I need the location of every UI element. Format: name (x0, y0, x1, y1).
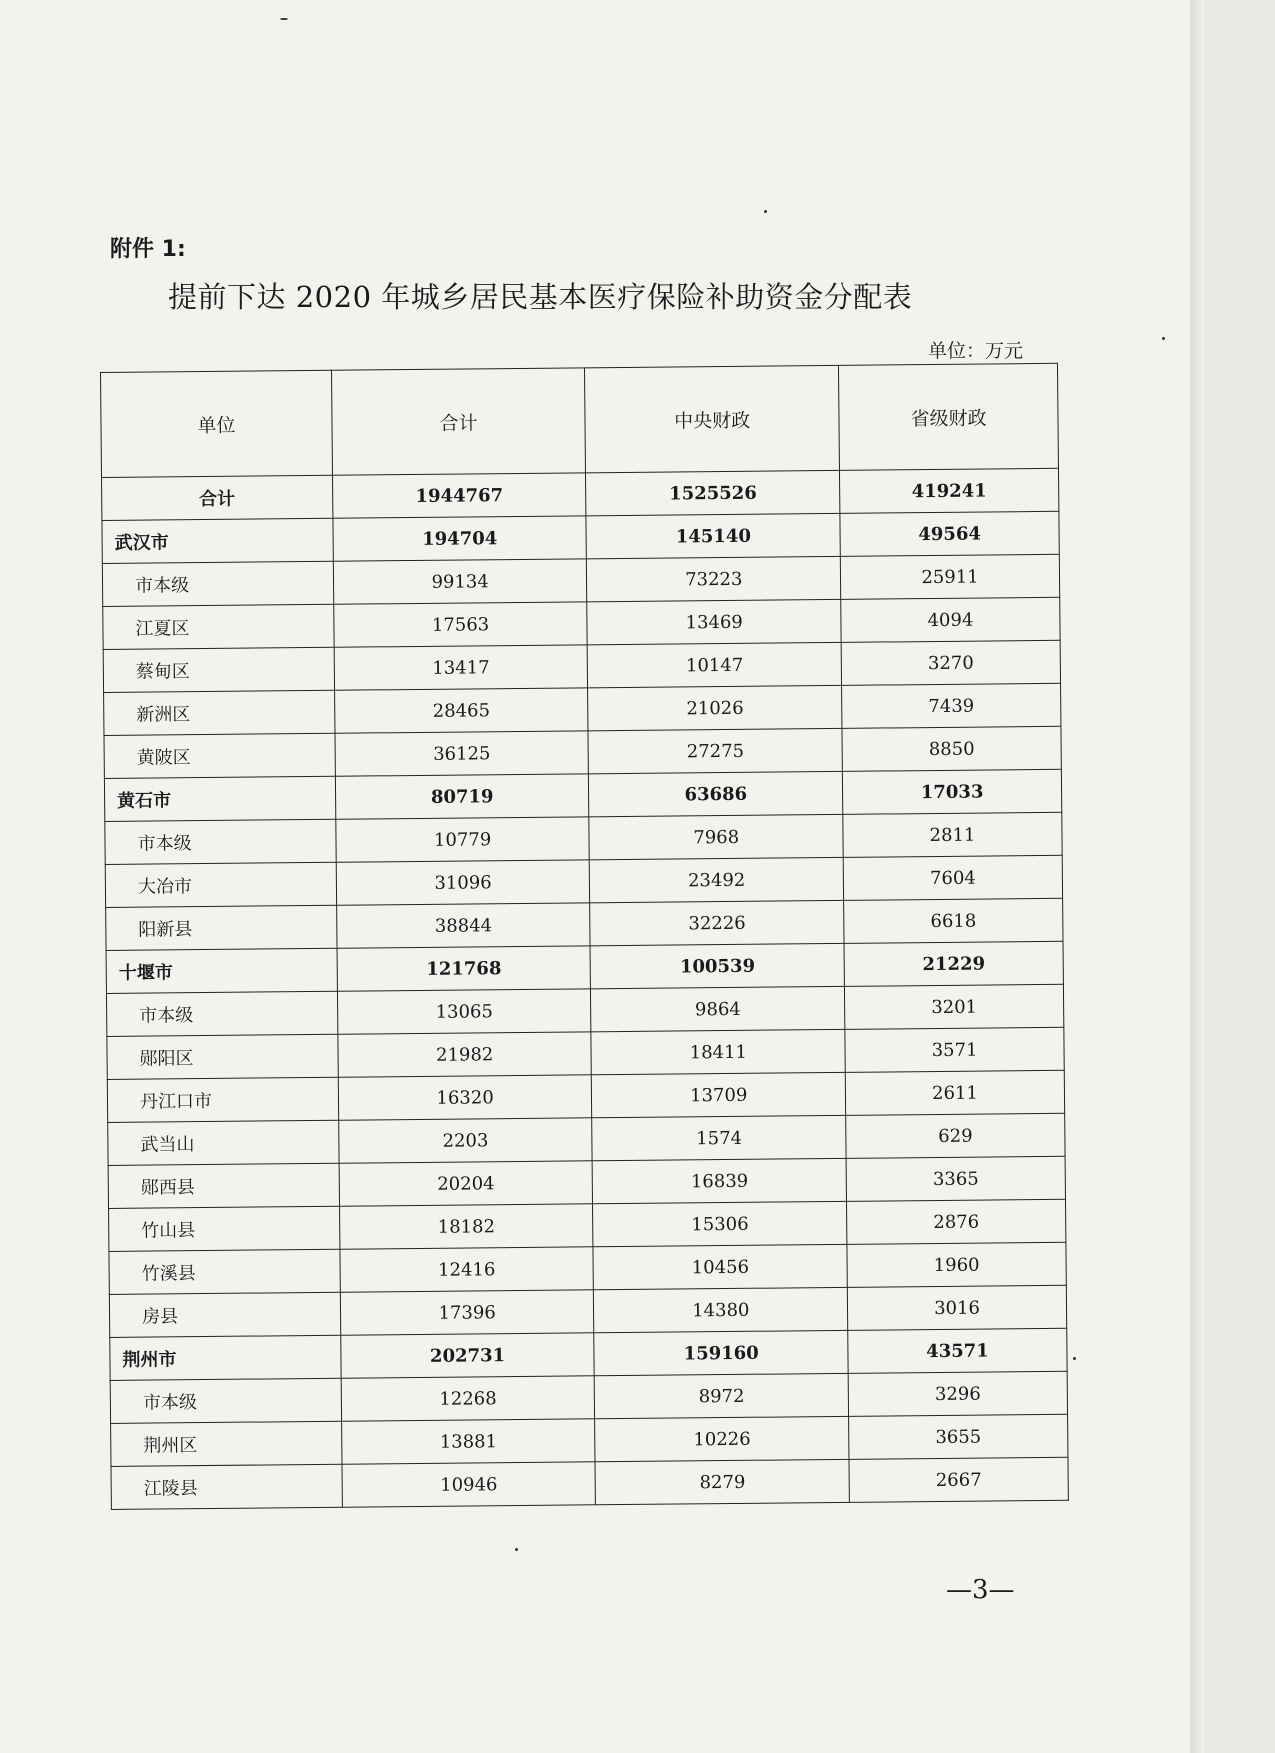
cell-central: 8279 (595, 1459, 849, 1504)
scan-speck (280, 18, 288, 20)
scan-speck (764, 210, 767, 213)
cell-unit: 郧西县 (108, 1163, 339, 1208)
cell-central: 10456 (593, 1244, 847, 1289)
cell-total: 36125 (335, 731, 589, 776)
cell-central: 10147 (588, 642, 842, 687)
cell-total: 99134 (333, 559, 587, 604)
cell-provincial: 3270 (841, 640, 1060, 685)
cell-total: 194704 (333, 516, 587, 561)
cell-central: 145140 (586, 513, 840, 558)
cell-provincial: 49564 (840, 511, 1059, 556)
cell-total: 10779 (336, 817, 590, 862)
cell-central: 15306 (593, 1201, 847, 1246)
cell-total: 12268 (341, 1376, 595, 1421)
cell-central: 10226 (595, 1416, 849, 1461)
cell-central: 159160 (594, 1330, 848, 1375)
cell-unit: 阳新县 (106, 905, 337, 950)
page-title: 提前下达 2020 年城乡居民基本医疗保险补助资金分配表 (168, 280, 913, 314)
header-central: 中央财政 (585, 365, 840, 472)
header-provincial: 省级财政 (839, 363, 1059, 470)
cell-provincial: 3296 (848, 1371, 1067, 1416)
cell-unit: 武汉市 (102, 518, 333, 563)
cell-unit: 竹山县 (109, 1206, 340, 1251)
cell-total: 12416 (340, 1247, 594, 1292)
cell-central: 32226 (590, 900, 844, 945)
cell-provincial: 3571 (845, 1027, 1064, 1072)
cell-provincial: 43571 (848, 1328, 1067, 1373)
header-unit: 单位 (101, 370, 333, 477)
cell-unit: 市本级 (105, 819, 336, 864)
cell-central: 100539 (590, 943, 844, 988)
cell-unit: 江陵县 (111, 1464, 342, 1509)
cell-total: 31096 (336, 860, 590, 905)
cell-unit: 黄石市 (104, 776, 335, 821)
cell-unit: 市本级 (106, 991, 337, 1036)
cell-unit: 新洲区 (104, 690, 335, 735)
cell-unit: 房县 (109, 1292, 340, 1337)
cell-provincial: 17033 (842, 769, 1061, 814)
cell-provincial: 3365 (846, 1156, 1065, 1201)
cell-total: 21982 (338, 1032, 592, 1077)
cell-total: 1944767 (332, 473, 586, 518)
unit-label: 单位：万元 (928, 340, 1024, 362)
table-body (102, 468, 1069, 1509)
cell-total: 13065 (337, 989, 591, 1034)
cell-central: 9864 (591, 986, 845, 1031)
cell-total: 17563 (334, 602, 588, 647)
cell-central: 16839 (593, 1158, 847, 1203)
table-header-row (101, 363, 1059, 477)
cell-total: 18182 (339, 1204, 593, 1249)
cell-total: 38844 (336, 903, 590, 948)
scan-speck (515, 1548, 518, 1551)
cell-total: 13881 (341, 1419, 595, 1464)
cell-central: 7968 (589, 814, 843, 859)
cell-central: 23492 (590, 857, 844, 902)
cell-provincial: 3201 (845, 984, 1064, 1029)
cell-unit: 黄陂区 (104, 733, 335, 778)
allocation-table (100, 363, 1069, 1510)
table-row (111, 1457, 1068, 1509)
cell-unit: 大冶市 (105, 862, 336, 907)
cell-unit: 江夏区 (103, 604, 334, 649)
cell-unit: 市本级 (102, 561, 333, 606)
cell-unit: 竹溪县 (109, 1249, 340, 1294)
cell-provincial: 3016 (847, 1285, 1066, 1330)
cell-central: 1574 (592, 1115, 846, 1160)
cell-provincial: 21229 (844, 941, 1063, 986)
cell-provincial: 2611 (845, 1070, 1064, 1115)
cell-provincial: 1960 (847, 1242, 1066, 1287)
cell-unit: 合计 (102, 475, 333, 520)
attachment-label: 附件 1: (110, 237, 186, 262)
cell-unit: 郧阳区 (107, 1034, 338, 1079)
cell-provincial: 629 (846, 1113, 1065, 1158)
cell-unit: 武当山 (108, 1120, 339, 1165)
scan-speck (1162, 337, 1165, 340)
cell-central: 73223 (587, 556, 841, 601)
cell-unit: 丹江口市 (107, 1077, 338, 1122)
cell-central: 63686 (589, 771, 843, 816)
cell-unit: 荆州区 (111, 1421, 342, 1466)
cell-total: 28465 (334, 688, 588, 733)
cell-total: 13417 (334, 645, 588, 690)
cell-central: 13469 (587, 599, 841, 644)
cell-total: 202731 (341, 1333, 595, 1378)
cell-unit: 十堰市 (106, 948, 337, 993)
cell-provincial: 2811 (843, 812, 1062, 857)
cell-provincial: 7439 (842, 683, 1061, 728)
cell-provincial: 419241 (840, 468, 1059, 513)
cell-unit: 蔡甸区 (103, 647, 334, 692)
cell-central: 14380 (594, 1287, 848, 1332)
cell-provincial: 8850 (842, 726, 1061, 771)
cell-total: 17396 (340, 1290, 594, 1335)
page-edge (1190, 0, 1204, 1753)
cell-central: 13709 (592, 1072, 846, 1117)
cell-central: 1525526 (586, 470, 840, 515)
cell-provincial: 7604 (843, 855, 1062, 900)
page-number: —3— (946, 1575, 1015, 1605)
cell-unit: 市本级 (110, 1378, 341, 1423)
cell-central: 21026 (588, 685, 842, 730)
cell-total: 121768 (337, 946, 591, 991)
cell-central: 27275 (588, 728, 842, 773)
cell-total: 16320 (338, 1075, 592, 1120)
cell-unit: 荆州市 (110, 1335, 341, 1380)
cell-provincial: 4094 (841, 597, 1060, 642)
scan-speck (1073, 1357, 1076, 1360)
cell-total: 20204 (339, 1161, 593, 1206)
cell-central: 18411 (591, 1029, 845, 1074)
header-total: 合计 (331, 368, 586, 475)
cell-provincial: 25911 (840, 554, 1059, 599)
cell-total: 80719 (335, 774, 589, 819)
cell-provincial: 6618 (844, 898, 1063, 943)
cell-total: 2203 (338, 1118, 592, 1163)
cell-central: 8972 (595, 1373, 849, 1418)
cell-provincial: 2876 (847, 1199, 1066, 1244)
cell-provincial: 3655 (849, 1414, 1068, 1459)
cell-provincial: 2667 (849, 1457, 1068, 1502)
cell-total: 10946 (342, 1462, 596, 1507)
